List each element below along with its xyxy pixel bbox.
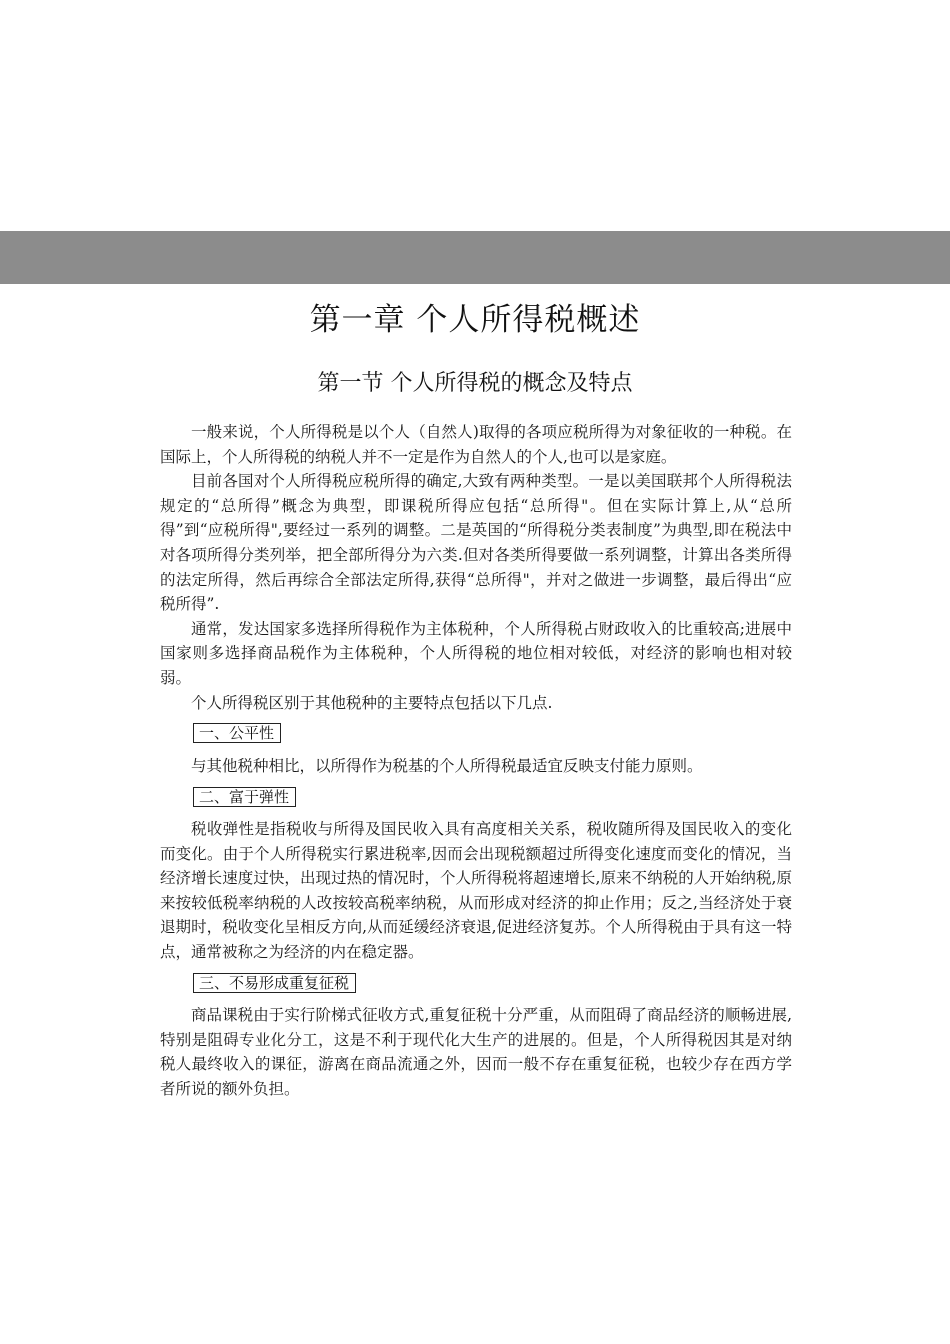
heading-row (160, 784, 792, 809)
header-band (0, 231, 950, 284)
subsection-heading-double-taxation: 三、不易形成重复征税 (193, 973, 356, 993)
paragraph: 商品课税由于实行阶梯式征收方式,重复征税十分严重，从而阻碍了商品经济的顺畅进展,特别是阻碍专业化分工，这是不利于现代化大生产的进展的。但是，个人所得税因其是对纳税人最终收入的课征，游离在商品流通之外，因而一般不存在重复征税，也较少存在西方学者所说的额外负担。 (160, 1006, 792, 1098)
paragraph: 一般来说，个人所得税是以个人（自然人)取得的各项应税所得为对象征收的一种税。在国际上，个人所得税的纳税人并不一定是作为自然人的个人,也可以是家庭。 (160, 423, 792, 466)
paragraph: 目前各国对个人所得税应税所得的确定,大致有两种类型。一是以美国联邦个人所得税法规定的“总所得”概念为典型，即课税所得应包括“总所得"。但在实际计算上,从“总所得”到“应税所得",要经过一系列的调整。二是英国的“所得税分类表制度”为典型,即在税法中对各项所得分类列举，把全部所得分为六类.但对各类所得要做一系列调整，计算出各类所得的法定所得，然后再综合全部法定所得,获得“总所得"，并对之做进一步调整，最后得出“应税所得”. (160, 472, 792, 614)
paragraph: 与其他税种相比，以所得作为税基的个人所得税最适宜反映支付能力原则。 (191, 756, 703, 775)
subsection-heading-elasticity: 二、富于弹性 (193, 787, 296, 807)
subsection-heading-fairness: 一、公平性 (193, 723, 281, 743)
section-title: 第一节 个人所得税的概念及特点 (317, 371, 633, 396)
paragraph: 通常，发达国家多选择所得税作为主体税种，个人所得税占财政收入的比重较高;进展中国家则多选择商品税作为主体税种，个人所得税的地位相对较低，对经济的影响也相对较弱。 (160, 619, 792, 687)
paragraph: 税收弹性是指税收与所得及国民收入具有高度相关关系，税收随所得及国民收入的变化而变化。由于个人所得税实行累进税率,因而会出现税额超过所得变化速度而变化的情况，当经济增长速度过快，出现过热的情况时，个人所得税将超速增长,原来不纳税的人开始纳税,原来按较低税率纳税的人改按较高税率纳税，从而形成对经济的抑止作用；反之,当经济处于衰退期时，税收变化呈相反方向,从而延缓经济衰退,促进经济复苏。个人所得税由于具有这一特点，通常被称之为经济的内在稳定器。 (160, 819, 792, 961)
chapter-title: 第一章 个人所得税概述 (309, 302, 641, 338)
heading-row (160, 970, 792, 995)
document-body (160, 420, 792, 1101)
paragraph: 个人所得税区别于其他税种的主要特点包括以下几点. (191, 693, 553, 712)
heading-row (160, 721, 792, 746)
